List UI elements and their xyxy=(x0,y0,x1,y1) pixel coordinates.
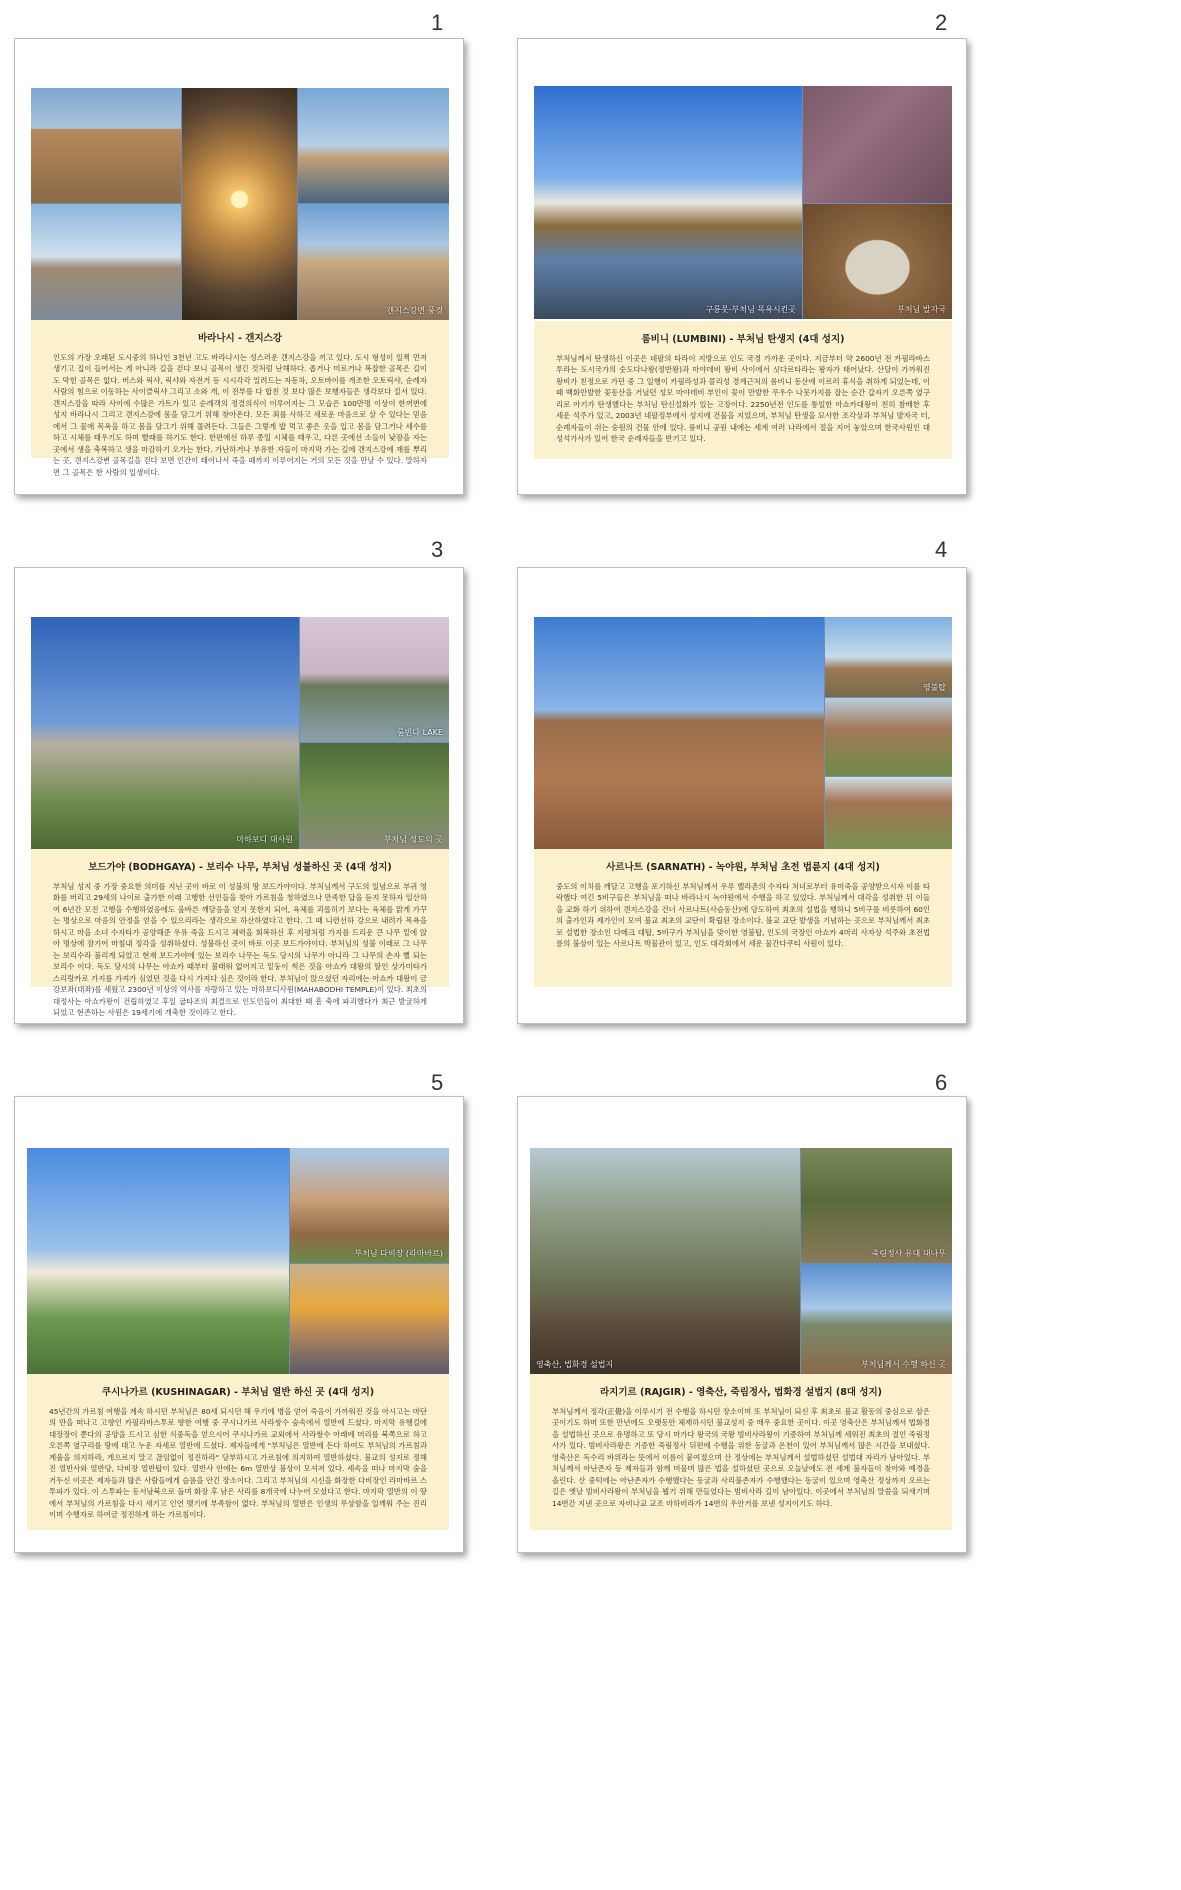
ruins-photo xyxy=(825,698,952,776)
photo-caption: 구룡못-부처님 목욕시킨곳 xyxy=(705,305,796,314)
photo-collage xyxy=(31,617,449,849)
maya-devi-temple-photo xyxy=(534,86,802,319)
page-description: 인도의 가장 오래된 도시중의 하나인 3천년 고도 바라나시는 성스러운 갠지스강을 끼고 있다. 도시 형성이 일찍 먼저 생기고 집이 들어서는 게 아니라 길을 걷다 보니 골목이 생긴 것처럼 난해하다. 좁거나 미로거나 복잡한 골목은 길이도 막힌 골목은 없다. 버스와 릭샤, 릭샤와 자전거 등 시시각각 밀려드는 자동차, 오토바이를 개조한 오토릭샤, 순례자 사람의 힘으로 이동하는 사이클릭샤 그리고 소와 개, 이 전부를 다 합친 것 보다 많은 보행자들은 생각보다 질서 있다. 갠지스강을 따라 사이에 수많은 가트가 있고 순례객의 정결의식이 이루어지는 그 모습은 100만명 이상이 한꺼번에 성지 바라나시 그리고 갠지스강에 몸을 담그기 위해 찾아온다. 모든 죄를 사하고 새로운 마음으로 살 수 있다는 믿음에서 그 물에 목욕을 하고 몸을 담그기 위해 몰려든다. 그들은 그렇게 밥 먹고 좋은 옷을 입고 몸을 담그거나 세수를 하고 시체를 태우기도 하며 빨래를 하기도 한다. 한편에선 하루 종일 시체를 태우고, 다른 곳에선 소들이 낮잠을 자는 곳에서 생을 축복하고 생을 마감하기 오가는 한다. 가난하거나 부유한 자들이 마지막 가는 길에 갠지스강에 재를 뿌리는 곳, 갠지스강변 골목길을 걷다 보면 인간이 태어나서 죽을 때까지 이루어지는 거의 모든 것을 만날 수 있다. 말하자면 그 골목은 한 사람의 일생이다. xyxy=(53,353,427,477)
photo-caption: 갠지스강변 풍경 xyxy=(386,306,443,315)
lake-photo xyxy=(300,617,449,742)
river-bank-photo xyxy=(31,204,181,320)
month-label: 2 xyxy=(935,10,948,35)
photo-caption: 영축산, 법화경 설법지 xyxy=(536,1360,614,1369)
photo-caption: 룸빈다 LAKE xyxy=(396,728,443,737)
photo-caption: 마하보디 대사원 xyxy=(236,835,293,844)
photo-caption: 부처님께서 수행 하신 곳 xyxy=(861,1360,946,1369)
photo-caption: 죽림정사 유대 대나무 xyxy=(871,1249,946,1258)
page-title: 바라나시 - 갠지스강 xyxy=(198,333,282,344)
page-title: 라지기르 (RAJGIR) - 영축산, 죽림정사, 법화경 설법지 (8대 성지) xyxy=(600,1387,882,1398)
ramabhar-stupa-photo xyxy=(290,1148,449,1263)
page-description: 부처님 성지 중 가장 중요한 의미를 지닌 곳이 바로 이 성불의 땅 보드가야이다. 부처님께서 구도의 일념으로 부귀 영화를 버리고 29세의 나이로 출가한 이래 고행한 선인들을 찾아 가르침을 청하였으나 만족한 답을 듣지 못하자 일산하여 6년간 모진 고행을 수행하였음에도 올바른 깨달음을 얻지 못한지 되어, 육체를 괴롭히기 보다는 육체를 맑게 가꾸는 명상으로 마음의 안정을 얻을 수 있으리라는 생각으로 하산하였다고 한다. 그 때 니련선하 강으로 내려가 목욕을 하시고 마을 소녀 수자타가 공양해준 우유 죽을 드시고 체력을 회복하신 후 지평처럼 가지를 드리운 큰 나무 밑에 앉아 명상에 잠기어 마침내 정각을 성취하셨다. 성불하신 곳이 바로 이곳 보드가야이다. 부처님의 성불 이래로 그 나무는 보리수라 불리게 되었고 현재 보드가야에 있는 보리수 나무는 독도 당시의 나무가 아니라 그 나무의 손자 뻘 되는 보리수 이다. 독도 당시의 나무는 아쇼카 때부터 불태워 없어지고 밑둥이 썩은 것을 아쇼카 대왕의 딸인 상가미타가 스리랑카로 가지를 가져가 심었던 것을 다시 가져다 심은 것이라 한다. 부처님이 앉으셨던 자리에는 아쇼카 대왕이 금강보좌(대좌)를 세웠고 2300년 이상의 역사를 자랑하고 있는 마하보디사원(MAHABODHI TEMPLE)이 있다. 최초의 대정사는 아쇼카왕이 건립하였고 후일 굽타조의 최결으로 인도인들이 최대한 때 흠 축에 파괴했다가 최근 발굴하게 되었고 현존하는 사원은 19세기에 개축한 것이라고 한다. xyxy=(53,882,427,1018)
page-card xyxy=(517,38,967,495)
page-card xyxy=(14,38,464,495)
vulture-peak-photo xyxy=(530,1148,800,1374)
bamboo-grove-photo xyxy=(801,1148,952,1263)
photo-collage xyxy=(534,86,952,319)
month-label: 5 xyxy=(431,1070,444,1095)
photo-collage xyxy=(534,617,952,849)
month-label: 1 xyxy=(431,10,444,35)
boats-photo xyxy=(298,88,449,203)
page-card xyxy=(14,1096,464,1553)
ruins-foundation-photo xyxy=(825,777,952,849)
page-card xyxy=(517,567,967,1024)
page-title: 보드가야 (BODHGAYA) - 보리수 나무, 부처님 성불하신 곳 (4대 성지) xyxy=(88,862,392,873)
description-box xyxy=(31,320,449,477)
photo-caption: 부처님 발자국 xyxy=(897,305,946,314)
description-box xyxy=(530,1374,952,1530)
stupa-small-photo xyxy=(825,617,952,697)
bodhi-tree-photo xyxy=(300,743,449,849)
month-label: 6 xyxy=(935,1070,948,1095)
month-label: 4 xyxy=(935,537,948,562)
reclining-buddha-photo xyxy=(290,1264,449,1374)
page-title: 룸비니 (LUMBINI) - 부처님 탄생지 (4대 성지) xyxy=(641,334,845,345)
month-label: 3 xyxy=(431,537,444,562)
footprint-stone-photo xyxy=(803,204,952,319)
page-description: 45년간의 가르침 여행을 계속 하시던 부처님은 80세 되시던 해 우기에 병을 얻어 죽음이 가까워진 것을 아시고는 마단의 만을 떠나고 고향인 카필라바스투로 향한 여행 중 쿠시나가르 사라쌍수 숲속에서 열반에 드셨다. 마지막 유행길에 대장장이 쭌다의 공양을 드시고 심한 식중독을 얻으시어 쿠시나가르 교외에서 사라쌍수 아래에 머리를 북쪽으로 하고 오른쪽 옆구리를 땅에 대고 누운 자세로 열반에 드셨다. 제자들에게 "부처님은 열반에 든다 하여도 부처님의 가르침과 계율을 의지하라, 게으르지 말고 끊임없이 정진하라" 당부하시고 가르침에 의지하여 열반하셨다. 불교의 성지로 정해진 열반사와 열반당, 다비장 열반탑이 있다. 열반사 안에는 6m 열반상 불상이 모셔져 있다. 세속을 떠나 마지막 숨을 거두신 이곳은 제자들과 많은 사람들에게 슬픔을 안긴 장소이다. 그리고 부처님의 시신을 화장한 다비장인 라마바르 스투파가 있다. 이 스투파는 동서남북으로 돌며 화장 후 남은 사리를 8개국에 나누어 모셨다고 한다. 마지막 열반의 이 땅에서 부처님의 가르침을 다시 새기고 인연 맺기에 부족함이 없다. 부처님의 열반은 인생의 무상함을 일깨워 주는 진리이며 수행자로 하여금 정진하게 하는 가르침이다. xyxy=(49,1407,427,1520)
meditation-site-photo xyxy=(801,1264,952,1374)
photo-caption: 영불탑 xyxy=(922,683,946,692)
photo-caption: 부처님 다비장 (라마바르) xyxy=(354,1249,443,1258)
nirvana-temple-photo xyxy=(27,1148,289,1374)
dhamek-stupa-photo xyxy=(534,617,824,849)
page-description: 부처님께서 탄생하신 이곳은 네팔의 타라이 지방으로 인도 국경 가까운 곳이다. 지금부터 약 2600년 전 카필라바스투라는 도시국가의 숫도다나왕(정반왕)과 마야데비 왕비 사이에서 싯다르타라는 왕자가 태어났다. 산달이 가까워진 왕비가 친정으로 가던 중 그 일행이 카필라성과 콜리성 경계근처의 룸비니 동산에 이르러 휴식을 취하게 되었는데, 이때 백화만발한 꽃동산을 거닐던 성모 마야데비 부인이 꽃이 만발한 무우수 나뭇가지를 잡는 순간 갑자기 오른쪽 옆구리로 아기가 탄생했다는 부처님 탄신설화가 있는 고장이다. 2250년전 인도를 통일한 아쇼카대왕이 친히 참배한 후 세운 석주가 있고, 2003년 네팔정부에서 성지에 건물을 지었으며, 부처님 탄생을 묘사한 조각상과 부처님 발자국 터, 순례자들이 쉬는 숭원의 건물 안에 있다. 룸비니 공원 내에는 세계 여러 나라에서 절을 지어 놓았으며 한국사원인 대성석가사가 있어 한국 순례자들을 반기고 있다. xyxy=(556,354,930,444)
description-box xyxy=(31,849,449,1018)
temple-ghat-photo xyxy=(298,204,449,320)
photo-collage xyxy=(31,88,449,320)
mahabodhi-temple-photo xyxy=(31,617,299,849)
photo-collage xyxy=(530,1148,952,1374)
photo-collage xyxy=(27,1148,449,1374)
page-description: 부처님께서 정각(正覺)을 이루시기 전 수행을 하시던 장소이며 또 부처님이 되신 후 최초로 불교 활동의 중심으로 삼은 곳이기도 하며 또한 만년에도 오랫동안 체재하시던 불교성지 중 매우 중요한 곳이다. 이곳 영축산은 부처님께서 법화경을 설법하신 곳으로 유명하고 또 당시 마가다 왕국의 국왕 빔비사라왕이 기증하여 부처님께 세워진 최초의 절인 죽림정사가 있다. 빔비사라왕은 기증한 죽림정사 뒤편에 수행을 위한 동굴과 온천이 있어 부처님께서 많은 시간을 보내셨다. 영축산은 독수리 바위라는 뜻에서 이름이 붙여졌으며 산 정상에는 부처님께서 설법하셨던 설법대 자리가 남아있다. 부처님께서 아난존자 등 제자들과 함께 머물며 많은 법을 설하셨던 곳으로 오늘날에도 전 세계 불자들이 찾아와 예경을 올린다. 산 중턱에는 아난존자가 수행했다는 동굴과 사리불존자가 수행했다는 동굴이 있으며 영축산 정상까지 오르는 길은 옛날 빔비사라왕이 부처님을 뵙기 위해 만들었다는 빔비사라 길이 남아있다. 이곳에서 부처님의 말씀을 되새기며 14번간 지낸 곳으로 자비나교 교조 마하비라가 14번의 우안거를 보낸 성지이기도 하다. xyxy=(552,1407,930,1508)
description-box xyxy=(27,1374,449,1530)
description-box xyxy=(534,849,952,987)
photo-caption: 부처님 성도의 곳 xyxy=(383,835,443,844)
birth-relief-photo xyxy=(803,86,952,203)
ghat-buildings-photo xyxy=(31,88,181,203)
page-description: 중도의 이치를 깨달고 고행을 포기하신 부처님께서 우루 벨라촌의 수자타 처녀로부터 유미죽을 공양받으시자 이를 타락했다 여긴 5비구들은 부처님을 떠나 바라나시 녹야원에서 수행을 하고 있었다. 부처님께서 대각을 성취한 뒤 이들을 교화 하기 위하여 갠지스강을 건너 사르나트(사슴동산)에 당도하여 최초의 설법을 행하니 5비구를 비롯하여 60인의 출가인과 제가인이 모여 불교 최초의 교단이 확립된 장소이다. 불교 교단 발생을 기념하는 곳으로 부처님께서 최초로 설법한 장소인 다메크 대탑, 5비구가 부처님을 맞이한 영불탑, 인도의 국장인 아쇼카 4마리 사자상 석주와 초전법륜의 불상이 있는 사르나트 박물관이 있고, 인도 대각회에서 세운 물간다쿠티 사원이 있다. xyxy=(556,882,930,949)
sunrise-photo xyxy=(182,88,297,320)
description-box xyxy=(534,321,952,459)
page-title: 사르나트 (SARNATH) - 녹야원, 부처님 초전 법륜지 (4대 성지) xyxy=(606,862,880,873)
page-card xyxy=(517,1096,967,1553)
page-card xyxy=(14,567,464,1024)
page-title: 쿠시나가르 (KUSHINAGAR) - 부처님 열반 하신 곳 (4대 성지) xyxy=(101,1387,375,1398)
